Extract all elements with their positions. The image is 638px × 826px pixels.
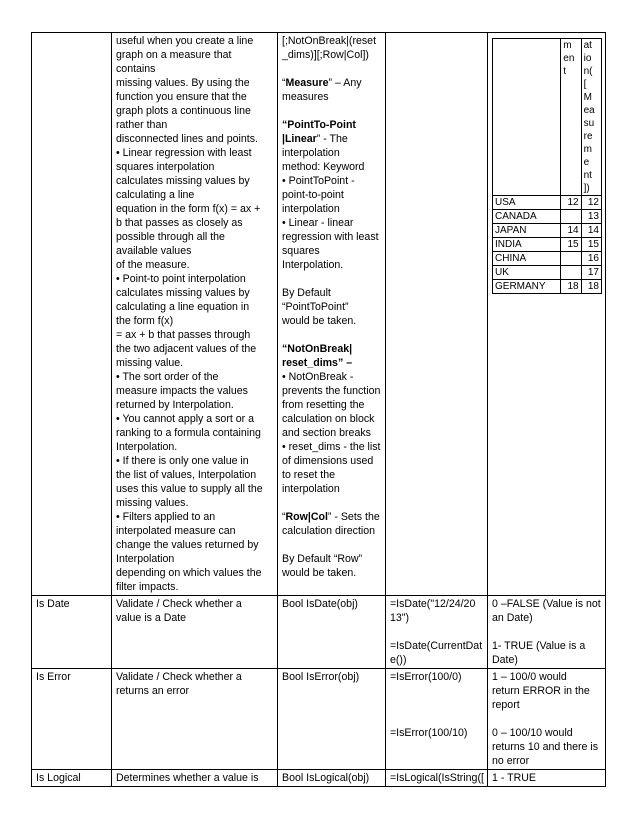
syntax-line: • NotOnBreak -	[282, 371, 354, 383]
mini-table-cell: CANADA	[493, 210, 561, 224]
rowcol-term: Row|Col	[285, 511, 328, 523]
example-line: =IsError(100/10)	[390, 727, 468, 739]
function-name-cell	[32, 669, 112, 770]
description-line: Interpolation	[116, 553, 175, 565]
syntax-line: squares	[282, 245, 320, 257]
syntax-line: • PointToPoint -	[282, 175, 355, 187]
output-line: no error	[492, 755, 530, 767]
output-line: an Date)	[492, 612, 533, 624]
description-cell	[112, 596, 278, 669]
mini-header-text: n(	[583, 66, 593, 77]
nob-param: “NotOnBreak|	[282, 343, 353, 355]
output-line: 0 –FALSE (Value is not	[492, 598, 601, 610]
rowcol-param: “Row|Col” - Sets the	[282, 511, 380, 523]
mini-table-row	[493, 224, 602, 238]
description-line: available values	[116, 245, 192, 257]
output-line: Date)	[492, 654, 518, 666]
measure-param: “Measure” – Any	[282, 77, 362, 89]
description-line: depending on which values the	[116, 567, 262, 579]
description-line: uses this value to supply all the	[116, 483, 263, 495]
description-line: calculating a line equation in	[116, 301, 250, 313]
mini-table-cell: 15	[581, 238, 601, 252]
description-line: disconnected lines and points.	[116, 133, 258, 145]
description-line: • Filters applied to an	[116, 511, 216, 523]
description-line: missing value.	[116, 357, 184, 369]
example-cell	[386, 669, 488, 770]
mini-table-cell: CHINA	[493, 252, 561, 266]
example-line	[390, 740, 483, 754]
syntax-text: ” – Any	[328, 77, 362, 89]
mini-header-text: M	[583, 92, 592, 103]
mini-header-text: m	[563, 40, 572, 51]
interpolation-row	[32, 33, 606, 596]
description-cell	[112, 770, 278, 787]
syntax-cell	[278, 33, 386, 596]
description-line: • The sort order of the	[116, 371, 219, 383]
measure-term: Measure	[285, 77, 329, 89]
syntax-line: would be taken.	[282, 567, 357, 579]
description-line: Interpolation.	[116, 441, 178, 453]
syntax-line: calculation on block	[282, 413, 375, 425]
description-line: interpolated measure can	[116, 525, 236, 537]
syntax-line: prevents the function	[282, 385, 381, 397]
description-line: graph plots a continuous line	[116, 105, 251, 117]
syntax-text: ” - The	[316, 133, 348, 145]
syntax-line: • reset_dims - the list	[282, 441, 381, 453]
mini-table-cell: USA	[493, 196, 561, 210]
syntax-line: By Default	[282, 287, 331, 299]
description-line: the list of values, Interpolation	[116, 469, 257, 481]
description-line: equation in the form f(x) = ax +	[116, 203, 261, 215]
syntax-cell	[278, 669, 386, 770]
syntax-line: Interpolation.	[282, 259, 344, 271]
mini-header-text: re	[583, 131, 593, 142]
syntax-line: to reset the	[282, 469, 335, 481]
mini-table-cell: 15	[561, 238, 581, 252]
mini-header-text: ea	[583, 105, 595, 116]
mini-header-text: [	[583, 79, 587, 90]
function-row	[32, 770, 606, 787]
syntax-line: _dims)][;Row|Col])	[282, 49, 369, 61]
mini-table-cell: 17	[581, 266, 601, 280]
ptp-param: “PointTo-Point	[282, 119, 356, 131]
example-line: =IsError(100/0)	[390, 671, 462, 683]
syntax-line: • Linear - linear	[282, 217, 354, 229]
description-line: Validate / Check whether a	[116, 598, 242, 610]
mini-table-cell: UK	[493, 266, 561, 280]
description-line: calculating a line	[116, 189, 195, 201]
description-line: change the values returned by	[116, 539, 259, 551]
mini-table-row	[493, 196, 602, 210]
description-line: useful when you create a line	[116, 35, 254, 47]
mini-header-cell	[493, 39, 561, 196]
syntax-line: interpolation	[282, 147, 340, 159]
example-line: =IsLogical(IsString([	[390, 772, 484, 784]
mini-header-row	[493, 39, 602, 196]
syntax-line: Bool IsLogical(obj)	[282, 772, 370, 784]
syntax-line: and section breaks	[282, 427, 371, 439]
description-line: filter impacts.	[116, 581, 179, 593]
mini-table-cell: 13	[581, 210, 601, 224]
syntax-line: method: Keyword	[282, 161, 365, 173]
example-cell	[386, 770, 488, 787]
output-line: report	[492, 699, 520, 711]
mini-header-text: nt	[583, 170, 592, 181]
interpolation-example-table	[492, 38, 602, 294]
description-cell	[112, 669, 278, 770]
description-line: the two adjacent values of the	[116, 343, 257, 355]
description-line: the form f(x)	[116, 315, 174, 327]
description-line: ranking to a formula containing	[116, 427, 261, 439]
syntax-line: point-to-point	[282, 189, 344, 201]
mini-header-cell	[561, 39, 581, 196]
function-name: Is Logical	[36, 772, 81, 784]
description-line: b that passes as closely as	[116, 217, 243, 229]
description-line: = ax + b that passes through	[116, 329, 251, 341]
mini-table-cell: 12	[581, 196, 601, 210]
mini-table-cell: 14	[581, 224, 601, 238]
example-line	[390, 684, 483, 698]
function-name: Is Error	[36, 671, 71, 683]
ptp-term: PointTo-Point	[287, 119, 356, 131]
mini-header-cell	[581, 39, 601, 196]
syntax-line: would be taken.	[282, 315, 357, 327]
syntax-line: By Default “Row”	[282, 553, 363, 565]
description-line: rather than	[116, 119, 168, 131]
function-row	[32, 596, 606, 669]
ptp-term: |Linear	[282, 133, 317, 145]
description-line: • You cannot apply a sort or a	[116, 413, 254, 425]
syntax-line: Bool IsError(obj)	[282, 671, 360, 683]
mini-table-cell	[561, 210, 581, 224]
description-line: missing values. By using the	[116, 77, 250, 89]
description-line: of the measure.	[116, 259, 190, 271]
description-line: returns an error	[116, 685, 190, 697]
output-line: 1- TRUE (Value is a	[492, 640, 586, 652]
description-line: calculates missing values by	[116, 175, 250, 187]
description-line: Validate / Check whether a	[116, 671, 242, 683]
syntax-line: from resetting the	[282, 399, 365, 411]
mini-table-row	[493, 252, 602, 266]
mini-table-cell: 12	[561, 196, 581, 210]
mini-header-text: io	[583, 53, 592, 64]
output-cell	[488, 770, 606, 787]
mini-table-cell: JAPAN	[493, 224, 561, 238]
description-cell	[112, 33, 278, 596]
mini-table-row	[493, 210, 602, 224]
syntax-line: of dimensions used	[282, 455, 374, 467]
mini-header-text: e	[583, 157, 590, 168]
syntax-line: Bool IsDate(obj)	[282, 598, 358, 610]
example-line: =IsDate(CurrentDat	[390, 640, 483, 652]
mini-header-text: m	[583, 144, 592, 155]
function-row	[32, 669, 606, 770]
mini-header-text: en	[563, 53, 575, 64]
mini-table-cell: 18	[561, 280, 581, 294]
example-cell	[386, 596, 488, 669]
mini-table-cell	[561, 252, 581, 266]
mini-header-text: ])	[583, 183, 590, 194]
example-line: 13")	[390, 612, 410, 624]
description-line: • If there is only one value in	[116, 455, 249, 467]
mini-header-text: su	[583, 118, 595, 129]
example-line	[390, 754, 483, 768]
description-line: measure impacts the values	[116, 385, 248, 397]
output-cell	[488, 596, 606, 669]
syntax-text: ” - Sets the	[327, 511, 380, 523]
example-line: e())	[390, 654, 407, 666]
description-line: returned by Interpolation.	[116, 399, 234, 411]
example-cell	[386, 33, 488, 596]
description-line: Determines whether a value is	[116, 772, 259, 784]
nob-param-cont	[282, 356, 381, 370]
mini-table-cell: INDIA	[493, 238, 561, 252]
function-name-cell	[32, 33, 112, 596]
syntax-line: regression with least	[282, 231, 379, 243]
function-reference-table	[31, 32, 606, 787]
ptp-param-cont	[282, 132, 381, 146]
syntax-line: interpolation	[282, 203, 340, 215]
description-line: calculates missing values by	[116, 287, 250, 299]
description-line: graph on a measure that	[116, 49, 232, 61]
output-cell	[488, 33, 606, 596]
output-line: 1 - TRUE	[492, 772, 536, 784]
syntax-text: ” –	[337, 357, 353, 369]
output-line: 1 – 100/0 would	[492, 671, 567, 683]
description-line: contains	[116, 63, 156, 75]
description-line: missing values.	[116, 497, 189, 509]
mini-table-cell: 14	[561, 224, 581, 238]
example-line	[390, 698, 483, 712]
mini-table-cell: GERMANY	[493, 280, 561, 294]
description-line: • Linear regression with least	[116, 147, 252, 159]
function-name: Is Date	[36, 598, 70, 610]
output-line: 0 – 100/10 would	[492, 727, 573, 739]
document-page	[31, 32, 605, 787]
mini-table-row	[493, 238, 602, 252]
description-line: value is a Date	[116, 612, 187, 624]
syntax-line: calculation direction	[282, 525, 376, 537]
syntax-line: measures	[282, 91, 329, 103]
description-line: • Point-to point interpolation	[116, 273, 246, 285]
function-name-cell	[32, 596, 112, 669]
mini-table-cell	[561, 266, 581, 280]
mini-table-row	[493, 280, 602, 294]
syntax-cell	[278, 770, 386, 787]
example-line: =IsDate("12/24/20	[390, 598, 476, 610]
nob-term: reset_dims	[282, 357, 338, 369]
output-line: returns 10 and there is	[492, 741, 598, 753]
mini-header-text: t	[563, 66, 567, 77]
mini-table-row	[493, 266, 602, 280]
output-cell	[488, 669, 606, 770]
description-line: function you ensure that the	[116, 91, 247, 103]
syntax-line: “PointToPoint”	[282, 301, 349, 313]
syntax-cell	[278, 596, 386, 669]
function-name-cell	[32, 770, 112, 787]
nob-term: NotOnBreak|	[287, 343, 353, 355]
output-line: return ERROR in the	[492, 685, 590, 697]
mini-table-cell: 18	[581, 280, 601, 294]
syntax-line: interpolation	[282, 483, 340, 495]
mini-header-text: at	[583, 40, 592, 51]
mini-table-cell: 16	[581, 252, 601, 266]
description-line: possible through all the	[116, 231, 225, 243]
description-line: squares interpolation	[116, 161, 215, 173]
syntax-line: [;NotOnBreak|(reset	[282, 35, 377, 47]
